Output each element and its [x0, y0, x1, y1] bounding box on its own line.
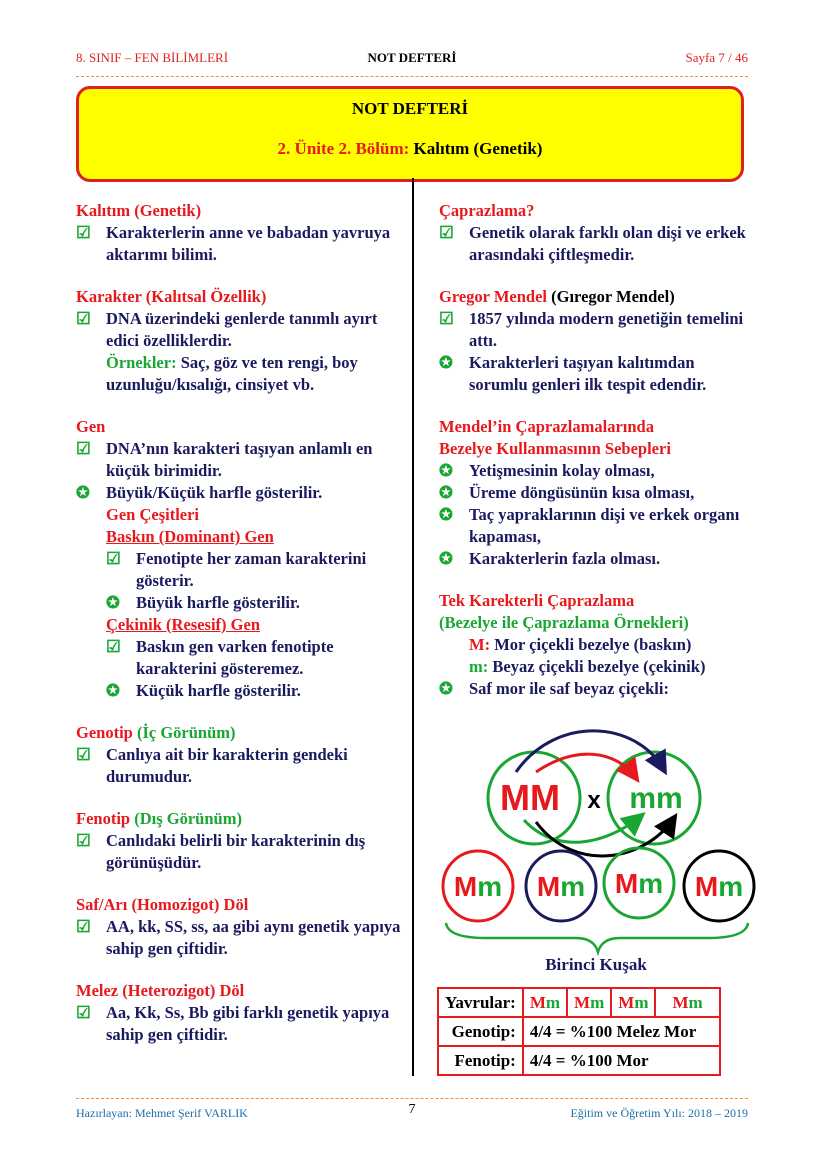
header-title: NOT DEFTERİ: [367, 50, 457, 65]
gen-item-2: [76, 482, 406, 504]
recessive-text-1: Baskın gen varken fenotipte karakterini gösteremez.: [136, 637, 334, 678]
melez-title: Melez (Heterozigot) Döl: [76, 981, 245, 1000]
genotip-title-red: Genotip: [76, 723, 133, 742]
parent-2-label: mm: [629, 782, 683, 815]
cross-item: [439, 678, 754, 700]
bezelye-item: [439, 548, 754, 570]
recessive-item-2: [106, 680, 406, 702]
mendel-title-red: Gregor Mendel: [439, 287, 547, 306]
dominant-item-2: [106, 592, 406, 614]
gen-text-1: DNA’nın karakteri taşıyan anlamlı en küçük birimidir.: [106, 439, 373, 480]
dominant-gene-title: Baskın (Dominant) Gen: [106, 527, 274, 546]
kalitim-title: Kalıtım (Genetik): [76, 201, 202, 220]
checkbox-icon: ☑: [439, 223, 454, 242]
generation-label: Birinci Kuşak: [545, 955, 647, 974]
kalitim-item: [76, 222, 406, 266]
dominant-item-1: [106, 548, 406, 592]
fenotip-title: [76, 808, 406, 830]
star-icon: ✪: [439, 353, 453, 372]
mendel-text-1: 1857 yılında modern genetiğin temelini attı.: [469, 309, 744, 350]
checkbox-icon: ☑: [76, 745, 91, 764]
dominant-text-1: Fenotipte her zaman karakterini gösterir.: [136, 549, 367, 590]
banner-unit: 2. Ünite 2. Bölüm:: [277, 139, 410, 158]
mendel-title: [439, 286, 754, 308]
allele-dominant-text: Mor çiçekli bezelye (baskın): [494, 635, 692, 654]
melez-text: Aa, Kk, Ss, Bb gibi farklı genetik yapıya sahip gen çiftidir.: [106, 1003, 390, 1044]
cross-text: Saf mor ile saf beyaz çiçekli:: [469, 679, 669, 698]
bezelye-title-1: Mendel’in Çaprazlamalarında: [439, 417, 654, 436]
mendel-text-2: Karakterleri taşıyan kalıtımdan sorumlu genleri ilk tespit edendir.: [469, 353, 707, 394]
star-icon: ✪: [439, 679, 453, 698]
star-icon: ✪: [439, 461, 453, 480]
gen-types-title: Gen Çeşitleri: [106, 505, 200, 524]
tek-title-1: Tek Karekterli Çaprazlama: [439, 591, 635, 610]
bezelye-text: Üreme döngüsünün kısa olması,: [469, 483, 695, 502]
genotip-text: Canlıya ait bir karakterin gendeki durumudur.: [106, 745, 348, 786]
karakter-text: DNA üzerindeki genlerde tanımlı ayırt edici özelliklerdir.: [106, 309, 378, 350]
banner-topic: Kalıtım (Genetik): [413, 139, 543, 158]
bezelye-item: [439, 482, 754, 504]
recessive-gene-title: Çekinik (Resesif) Gen: [106, 615, 260, 634]
kalitim-text: Karakterlerin anne ve babadan yavruya aktarımı bilimi.: [106, 223, 391, 264]
table-cell: Mm: [567, 988, 611, 1017]
phenotype-value: 4/4 = %100 Mor: [523, 1046, 720, 1075]
offspring-label: Mm: [694, 871, 744, 902]
allele-recessive-row: [439, 656, 754, 678]
checkbox-icon: ☑: [439, 309, 454, 328]
header-divider: [76, 76, 748, 77]
table-cell: Mm: [611, 988, 655, 1017]
table-row: [438, 988, 720, 1017]
fenotip-text: Canlıdaki belirli bir karakterinin dış görünüşüdür.: [106, 831, 366, 872]
saf-item: [76, 916, 406, 960]
cross-operator: x: [587, 787, 601, 814]
bezelye-item: [439, 460, 754, 482]
offspring-label: Mm: [453, 871, 503, 902]
checkbox-icon: ☑: [106, 637, 121, 656]
mendel-item-1: [439, 308, 754, 352]
table-cell: Mm: [655, 988, 719, 1017]
banner-subtitle: [79, 139, 741, 159]
karakter-item: [76, 308, 406, 352]
genotype-value: 4/4 = %100 Melez Mor: [523, 1017, 720, 1046]
banner-title: NOT DEFTERİ: [351, 99, 469, 118]
header-page-number: Sayfa 7 / 46: [685, 50, 748, 65]
offspring-label: Mm: [536, 871, 586, 902]
bezelye-text: Karakterlerin fazla olması.: [469, 549, 661, 568]
genotip-title: [76, 722, 406, 744]
star-icon: ✪: [439, 549, 453, 568]
saf-title: Saf/Arı (Homozigot) Döl: [76, 895, 249, 914]
examples-label: Örnekler:: [106, 353, 177, 372]
gen-text-2: Büyük/Küçük harfle gösterilir.: [106, 483, 323, 502]
checkbox-icon: ☑: [76, 917, 91, 936]
parent-1-label: MM: [500, 777, 560, 818]
row-label-offspring: Yavrular:: [438, 988, 523, 1017]
checkbox-icon: ☑: [76, 1003, 91, 1022]
karakter-examples: [76, 352, 406, 396]
star-icon: ✪: [439, 483, 453, 502]
checkbox-icon: ☑: [76, 309, 91, 328]
right-column: [439, 200, 754, 700]
table-cell: Mm: [523, 988, 567, 1017]
star-icon: ✪: [439, 505, 453, 524]
row-label-genotype: Genotip:: [438, 1017, 523, 1046]
recessive-text-2: Küçük harfle gösterilir.: [136, 681, 301, 700]
recessive-item-1: [106, 636, 406, 680]
allele-dominant-row: [439, 634, 754, 656]
footer-author: Hazırlayan: Mehmet Şerif VARLIK: [76, 1106, 248, 1120]
fenotip-item: [76, 830, 406, 874]
examples-text: Saç, göz ve ten rengi, boy uzunluğu/kısalığı, cinsiyet vb.: [106, 353, 358, 394]
dominant-text-2: Büyük harfle gösterilir.: [136, 593, 300, 612]
star-icon: ✪: [106, 593, 120, 612]
star-icon: ✪: [76, 483, 90, 502]
bezelye-title-2: Bezelye Kullanmasının Sebepleri: [439, 439, 671, 458]
title-banner: [76, 86, 744, 182]
saf-text: AA, kk, SS, ss, aa gibi aynı genetik yapıya sahip gen çiftidir.: [106, 917, 401, 958]
fenotip-title-red: Fenotip: [76, 809, 131, 828]
karakter-title: Karakter (Kalıtsal Özellik): [76, 287, 267, 306]
offspring-label: Mm: [614, 868, 664, 899]
gen-title: Gen: [76, 417, 106, 436]
row-label-phenotype: Fenotip:: [438, 1046, 523, 1075]
footer-year: Eğitim ve Öğretim Yılı: 2018 – 2019: [570, 1106, 748, 1120]
footer-divider: [76, 1098, 748, 1099]
left-column: [76, 200, 406, 1046]
allele-recessive-symbol: m:: [469, 657, 489, 676]
caprazlama-item: [439, 222, 754, 266]
genotip-title-green: (İç Görünüm): [136, 723, 236, 742]
checkbox-icon: ☑: [76, 831, 91, 850]
allele-dominant-symbol: M:: [469, 635, 491, 654]
genotip-item: [76, 744, 406, 788]
gen-item-1: [76, 438, 406, 482]
bezelye-text: Taç yapraklarının dişi ve erkek organı kapaması,: [469, 505, 740, 546]
bezelye-text: Yetişmesinin kolay olması,: [469, 461, 655, 480]
footer-page-number: 7: [408, 1102, 416, 1117]
caprazlama-text: Genetik olarak farklı olan dişi ve erkek arasındaki çiftleşmedir.: [469, 223, 746, 264]
cross-diagram: [436, 720, 756, 975]
column-divider: [412, 178, 414, 1076]
caprazlama-title: Çaprazlama?: [439, 201, 535, 220]
results-table: [437, 987, 721, 1076]
table-row: [438, 1046, 720, 1075]
tek-title-2: (Bezelye ile Çaprazlama Örnekleri): [439, 613, 689, 632]
table-row: [438, 1017, 720, 1046]
page-footer: [76, 1102, 748, 1124]
melez-item: [76, 1002, 406, 1046]
bezelye-item: [439, 504, 754, 548]
star-icon: ✪: [106, 681, 120, 700]
checkbox-icon: ☑: [106, 549, 121, 568]
header-subject: 8. SINIF – FEN BİLİMLERİ: [76, 50, 229, 65]
fenotip-title-green: (Dış Görünüm): [134, 809, 242, 828]
mendel-title-black: (Gıregor Mendel): [551, 287, 675, 306]
checkbox-icon: ☑: [76, 223, 91, 242]
page-header: [76, 50, 748, 68]
allele-recessive-text: Beyaz çiçekli bezelye (çekinik): [492, 657, 706, 676]
checkbox-icon: ☑: [76, 439, 91, 458]
generation-brace: [446, 923, 748, 952]
mendel-item-2: [439, 352, 754, 396]
